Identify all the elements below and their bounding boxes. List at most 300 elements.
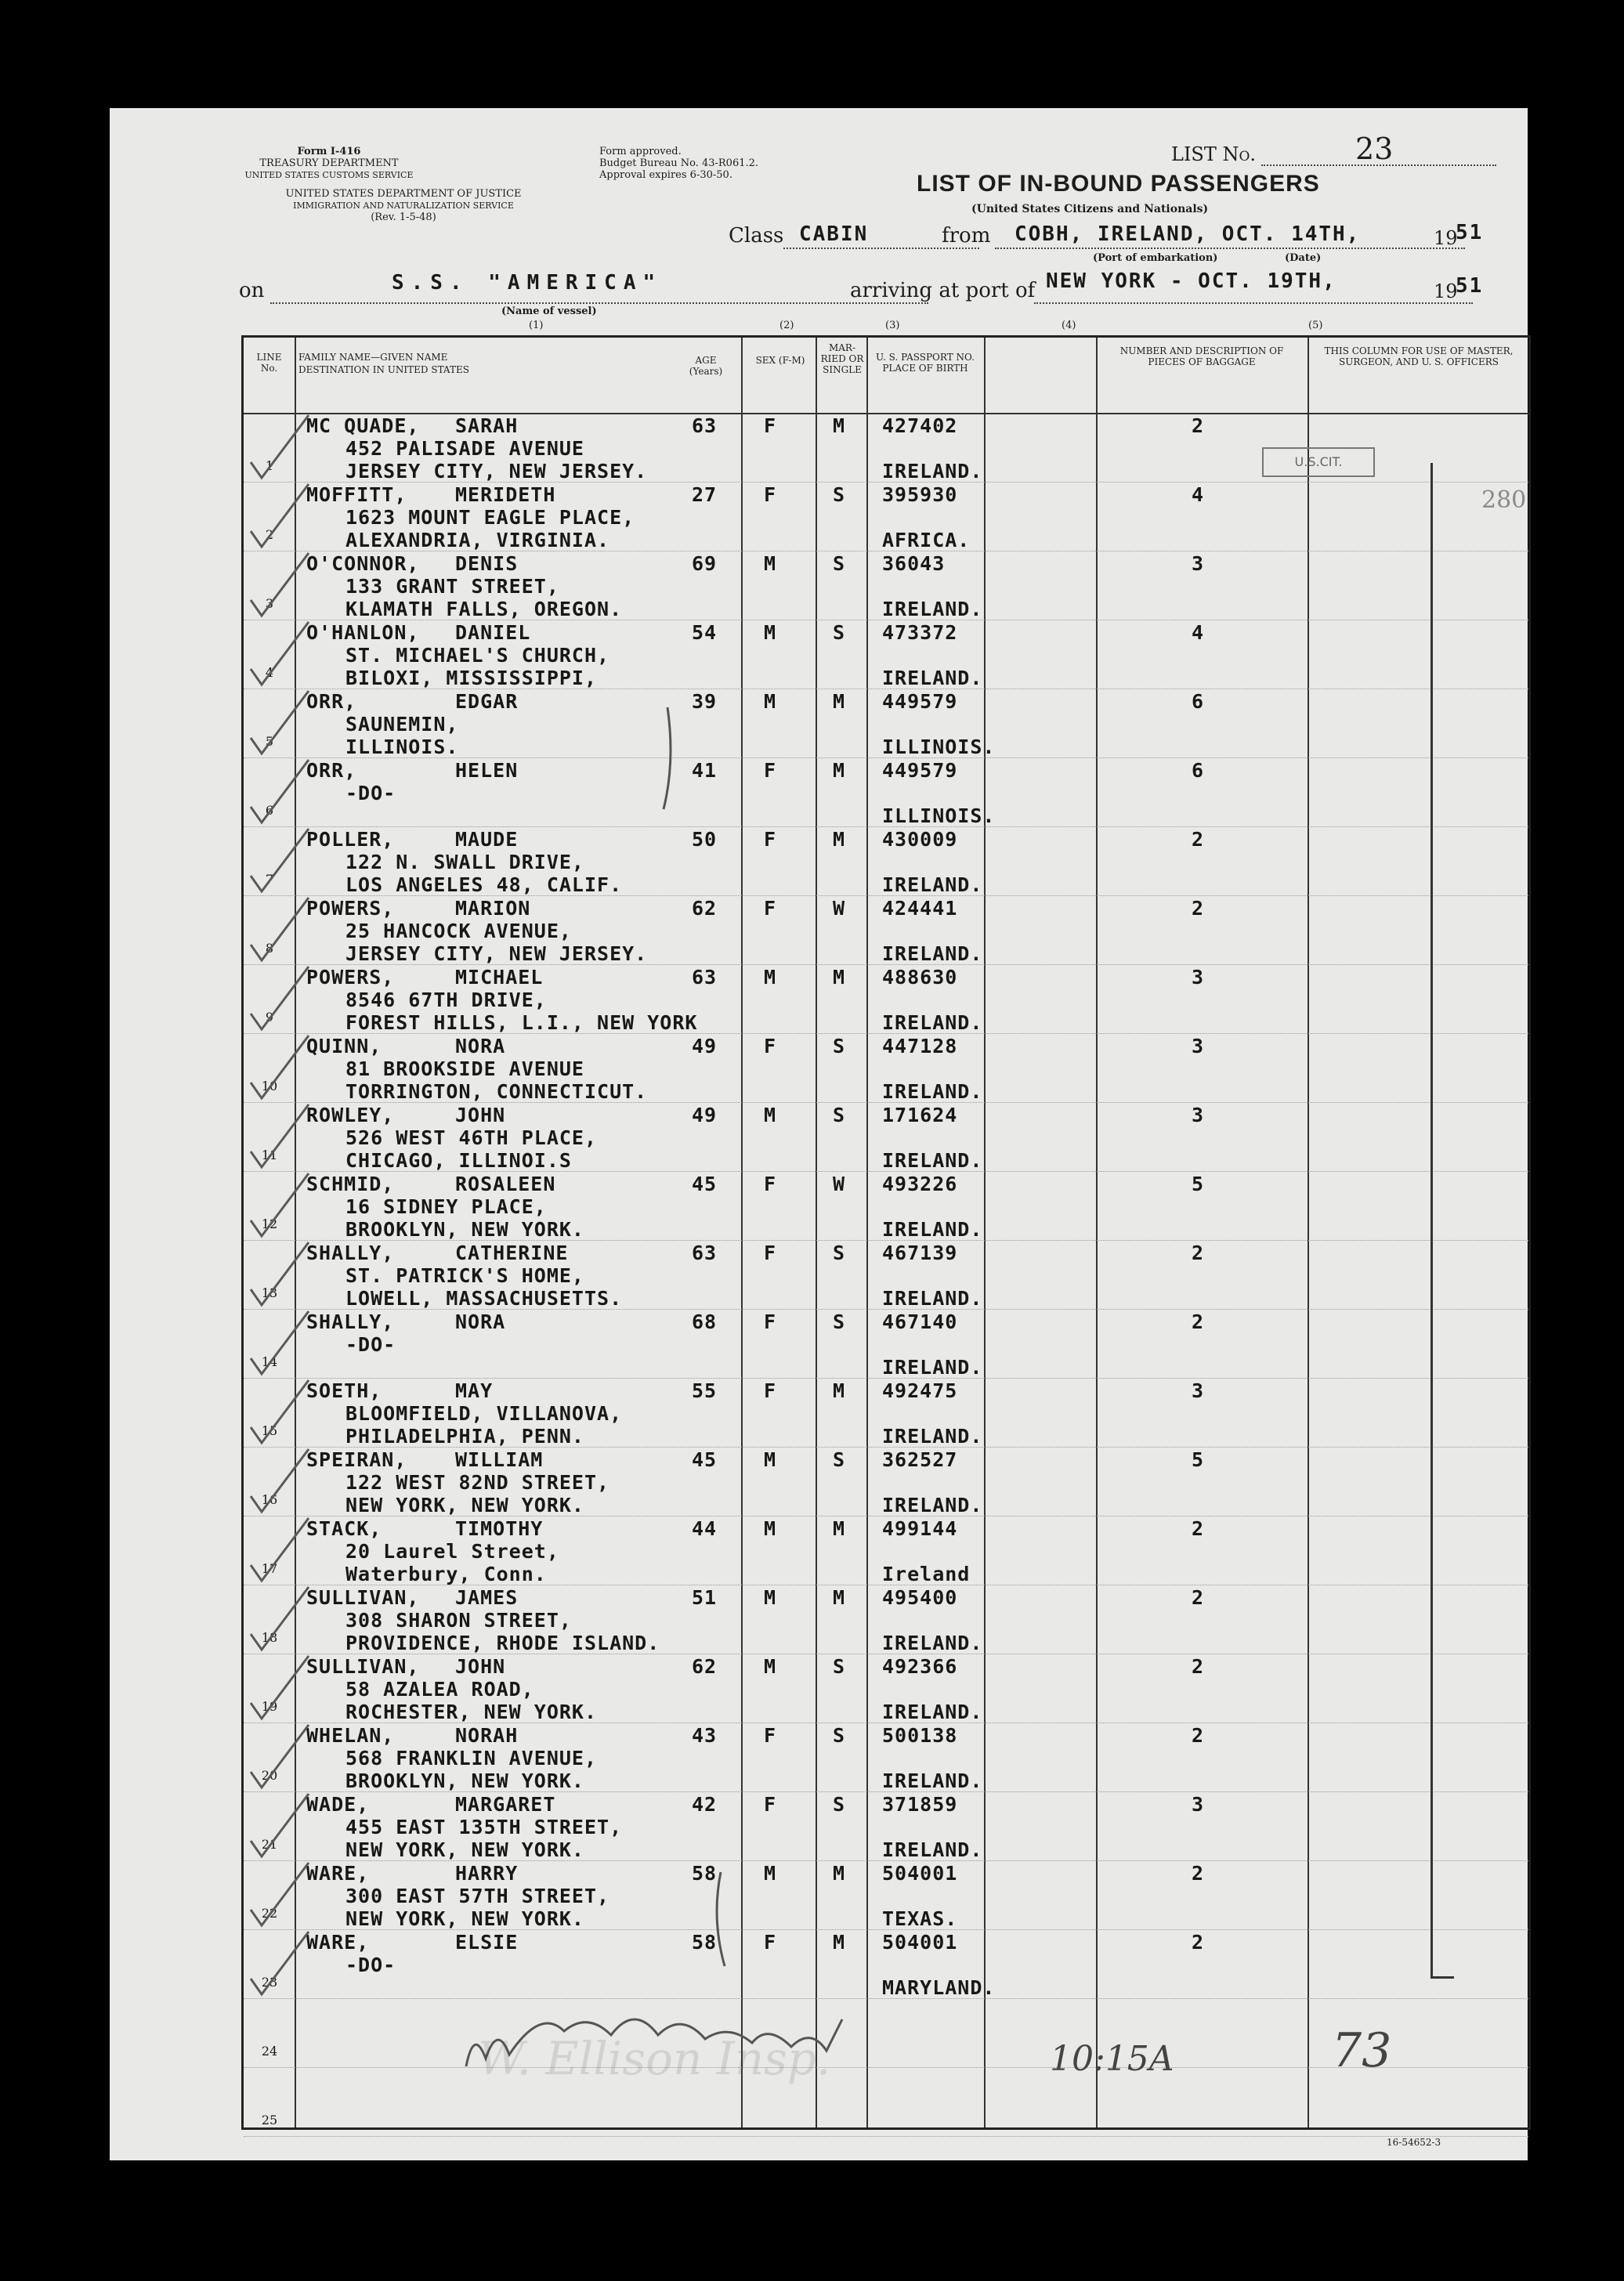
initials: 73 xyxy=(1332,2023,1392,2078)
line-number: 3 xyxy=(265,596,274,611)
passenger-age: 62 xyxy=(692,897,718,920)
place-of-birth: Ireland xyxy=(882,1563,971,1585)
line-number: 13 xyxy=(261,1285,278,1300)
passport-number: 449579 xyxy=(882,690,958,713)
passenger-age: 39 xyxy=(692,690,718,713)
passenger-given-name: NORA xyxy=(455,1035,506,1057)
baggage-count: 2 xyxy=(1192,1931,1205,1954)
destination-line-2: ROCHESTER, NEW YORK. xyxy=(345,1701,598,1723)
passenger-given-name: WILLIAM xyxy=(455,1448,544,1471)
manifest-page xyxy=(110,108,1528,2160)
vessel-line xyxy=(270,302,928,304)
destination-line-2: CHICAGO, ILLINOI.S xyxy=(345,1149,572,1172)
line-number: 2 xyxy=(265,527,274,542)
passenger-marital-status: S xyxy=(833,552,846,575)
destination-line-1: ST. PATRICK'S HOME, xyxy=(345,1264,584,1287)
passenger-surname: SULLIVAN, xyxy=(306,1586,420,1609)
passenger-sex: F xyxy=(764,1310,777,1333)
passenger-marital-status: M xyxy=(833,966,846,989)
passenger-age: 55 xyxy=(692,1379,718,1402)
line-number: 17 xyxy=(261,1561,278,1576)
destination-line-1: 568 FRANKLIN AVENUE, xyxy=(345,1747,598,1769)
passenger-surname: POWERS, xyxy=(306,897,395,920)
line-number: 23 xyxy=(261,1975,278,1990)
line-number: 6 xyxy=(265,803,274,818)
passenger-sex: M xyxy=(764,621,777,644)
destination-line-2: PHILADELPHIA, PENN. xyxy=(345,1425,584,1448)
passenger-marital-status: M xyxy=(833,1586,846,1609)
year-prefix-1: 19 xyxy=(1434,227,1458,249)
destination-line-1: -DO- xyxy=(345,1333,396,1356)
passenger-surname: WARE, xyxy=(306,1862,370,1885)
passenger-given-name: DENIS xyxy=(455,552,519,575)
passenger-given-name: HARRY xyxy=(455,1862,519,1885)
passenger-table xyxy=(241,335,1531,2130)
destination-line-2: NEW YORK, NEW YORK. xyxy=(345,1494,584,1516)
passenger-given-name: DANIEL xyxy=(455,621,531,644)
col-num-5: (5) xyxy=(1308,320,1323,331)
passenger-surname: QUINN, xyxy=(306,1035,382,1057)
col-sex: SEX (F-M) xyxy=(755,355,805,366)
place-of-birth: IRELAND. xyxy=(882,460,983,483)
baggage-count: 3 xyxy=(1192,552,1205,575)
passenger-given-name: JAMES xyxy=(455,1586,519,1609)
passport-number: 430009 xyxy=(882,828,958,851)
destination-line-2: TORRINGTON, CONNECTICUT. xyxy=(345,1080,648,1103)
passenger-surname: SPEIRAN, xyxy=(306,1448,407,1471)
baggage-count: 2 xyxy=(1192,1517,1205,1540)
col-num-4: (4) xyxy=(1062,320,1076,331)
passenger-sex: M xyxy=(764,1104,777,1126)
baggage-count: 3 xyxy=(1192,1379,1205,1402)
passenger-given-name: SARAH xyxy=(455,414,519,437)
passenger-given-name: TIMOTHY xyxy=(455,1517,544,1540)
passport-number: 467140 xyxy=(882,1310,958,1333)
passenger-given-name: MERIDETH xyxy=(455,483,556,506)
passport-number: 467139 xyxy=(882,1242,958,1264)
table-row xyxy=(244,828,1528,897)
line-number: 21 xyxy=(261,1837,278,1852)
destination-line-2: JERSEY CITY, NEW JERSEY. xyxy=(345,942,648,965)
passport-number: 504001 xyxy=(882,1862,958,1885)
passenger-age: 68 xyxy=(692,1310,718,1333)
destination-line-2: ILLINOIS. xyxy=(345,736,459,758)
baggage-count: 3 xyxy=(1192,966,1205,989)
col-destination: DESTINATION IN UNITED STATES xyxy=(298,364,469,375)
passenger-marital-status: S xyxy=(833,483,846,506)
passenger-sex: M xyxy=(764,552,777,575)
class-label: Class xyxy=(729,224,784,248)
passenger-surname: SHALLY, xyxy=(306,1310,395,1333)
destination-line-1: 20 Laurel Street, xyxy=(345,1540,559,1563)
document-title: LIST OF IN-BOUND PASSENGERS xyxy=(917,171,1320,197)
line-number: 8 xyxy=(265,941,274,956)
destination-line-2: NEW YORK, NEW YORK. xyxy=(345,1838,584,1861)
passenger-sex: M xyxy=(764,690,777,713)
embarkation-value: COBH, IRELAND, OCT. 14TH, xyxy=(1015,222,1361,246)
place-of-birth: ILLINOIS. xyxy=(882,736,996,758)
passenger-marital-status: M xyxy=(833,1862,846,1885)
line-number: 18 xyxy=(261,1630,278,1645)
passenger-surname: ORR, xyxy=(306,690,357,713)
passenger-sex: M xyxy=(764,1586,777,1609)
passenger-marital-status: S xyxy=(833,1310,846,1333)
arrival-line xyxy=(1034,302,1473,304)
destination-line-1: 455 EAST 135TH STREET, xyxy=(345,1816,623,1838)
passenger-sex: F xyxy=(764,1242,777,1264)
treasury-department: TREASURY DEPARTMENT xyxy=(259,157,399,169)
table-row xyxy=(244,1104,1528,1173)
passenger-marital-status: S xyxy=(833,1242,846,1264)
baggage-count: 5 xyxy=(1192,1448,1205,1471)
destination-line-1: 122 N. SWALL DRIVE, xyxy=(345,851,584,873)
passenger-age: 44 xyxy=(692,1517,718,1540)
passenger-marital-status: S xyxy=(833,1724,846,1747)
form-meta xyxy=(212,146,447,181)
passenger-sex: F xyxy=(764,414,777,437)
stamp-number: 280 xyxy=(1481,486,1527,514)
table-row xyxy=(244,483,1528,552)
table-row xyxy=(244,552,1528,621)
line-number: 25 xyxy=(261,2113,278,2127)
baggage-count: 2 xyxy=(1192,897,1205,920)
line-number: 5 xyxy=(265,734,274,749)
form-number: Form I-416 xyxy=(297,146,361,157)
baggage-count: 4 xyxy=(1192,483,1205,506)
line-number: 14 xyxy=(261,1354,278,1369)
passenger-marital-status: S xyxy=(833,1655,846,1678)
passenger-surname: SHALLY, xyxy=(306,1242,395,1264)
passenger-surname: O'CONNOR, xyxy=(306,552,420,575)
table-row xyxy=(244,1586,1528,1655)
passenger-surname: WHELAN, xyxy=(306,1724,395,1747)
destination-line-1: 133 GRANT STREET, xyxy=(345,575,559,598)
arriving-label: arriving at port of xyxy=(850,279,1036,302)
table-row xyxy=(244,759,1528,828)
place-of-birth: IRELAND. xyxy=(882,1632,983,1654)
passenger-age: 45 xyxy=(692,1173,718,1195)
baggage-count: 2 xyxy=(1192,1310,1205,1333)
passenger-marital-status: M xyxy=(833,1379,846,1402)
list-number-label: LIST No. xyxy=(1171,143,1257,165)
destination-line-1: -DO- xyxy=(345,782,396,804)
passenger-sex: F xyxy=(764,1793,777,1816)
passenger-age: 27 xyxy=(692,483,718,506)
document-subtitle: (United States Citizens and Nationals) xyxy=(971,203,1209,215)
destination-line-2: LOS ANGELES 48, CALIF. xyxy=(345,873,623,896)
place-of-birth: IRELAND. xyxy=(882,942,983,965)
passenger-surname: WARE, xyxy=(306,1931,370,1954)
col-married: MAR-RIED OR SINGLE xyxy=(820,342,864,375)
col-num-1: (1) xyxy=(529,320,544,331)
passenger-surname: O'HANLON, xyxy=(306,621,420,644)
destination-line-1: BLOOMFIELD, VILLANOVA, xyxy=(345,1402,623,1425)
line-number: 16 xyxy=(261,1492,278,1507)
passenger-sex: M xyxy=(764,1517,777,1540)
year-prefix-2: 19 xyxy=(1434,280,1458,302)
line-number: 4 xyxy=(265,665,274,680)
destination-line-2: ALEXANDRIA, VIRGINIA. xyxy=(345,529,610,551)
passenger-marital-status: M xyxy=(833,1517,846,1540)
passenger-surname: POWERS, xyxy=(306,966,395,989)
vessel-name: S.S. "AMERICA" xyxy=(392,271,663,295)
destination-line-1: 452 PALISADE AVENUE xyxy=(345,437,584,460)
officer-bracket-line xyxy=(1430,463,1433,1979)
approval-line-1: Form approved. xyxy=(599,146,682,157)
destination-line-2: BROOKLYN, NEW YORK. xyxy=(345,1218,584,1241)
table-row xyxy=(244,1448,1528,1517)
passenger-given-name: EDGAR xyxy=(455,690,519,713)
place-of-birth: IRELAND. xyxy=(882,1149,983,1172)
passenger-given-name: ELSIE xyxy=(455,1931,519,1954)
col-age: AGE (Years) xyxy=(689,355,723,377)
table-row xyxy=(244,1793,1528,1862)
passenger-surname: STACK, xyxy=(306,1517,382,1540)
passenger-sex: M xyxy=(764,1862,777,1885)
passport-number: 171624 xyxy=(882,1104,958,1126)
passenger-marital-status: S xyxy=(833,1793,846,1816)
line-number: 22 xyxy=(261,1906,278,1921)
passport-number: 492366 xyxy=(882,1655,958,1678)
table-row xyxy=(244,966,1528,1035)
table-row xyxy=(244,897,1528,966)
passport-number: 488630 xyxy=(882,966,958,989)
place-of-birth: IRELAND. xyxy=(882,1218,983,1241)
line-number: 12 xyxy=(261,1216,278,1231)
destination-line-1: 25 HANCOCK AVENUE, xyxy=(345,920,572,942)
passport-number: 473372 xyxy=(882,621,958,644)
passenger-sex: F xyxy=(764,897,777,920)
officer-bracket-end xyxy=(1430,1976,1454,1979)
passenger-surname: SOETH, xyxy=(306,1379,382,1402)
passenger-age: 62 xyxy=(692,1655,718,1678)
passenger-surname: MOFFITT, xyxy=(306,483,407,506)
destination-line-1: -DO- xyxy=(345,1954,396,1976)
passenger-sex: F xyxy=(764,1379,777,1402)
passport-number: 495400 xyxy=(882,1586,958,1609)
passenger-marital-status: M xyxy=(833,1931,846,1954)
arrival-value: NEW YORK - OCT. 19TH, xyxy=(1046,269,1336,293)
passenger-given-name: MAUDE xyxy=(455,828,519,851)
place-of-birth: IRELAND. xyxy=(882,1425,983,1448)
place-of-birth: IRELAND. xyxy=(882,1494,983,1516)
place-of-birth: ILLINOIS. xyxy=(882,804,996,827)
passport-number: 362527 xyxy=(882,1448,958,1471)
destination-line-1: 16 SIDNEY PLACE, xyxy=(345,1195,547,1218)
approval-block xyxy=(599,146,803,181)
destination-line-1: 8546 67TH DRIVE, xyxy=(345,989,547,1011)
baggage-count: 2 xyxy=(1192,1586,1205,1609)
passport-number: 499144 xyxy=(882,1517,958,1540)
vessel-caption: (Name of vessel) xyxy=(501,305,597,317)
embarkation-caption: (Port of embarkation) xyxy=(1093,252,1218,264)
passenger-sex: F xyxy=(764,759,777,782)
baggage-count: 3 xyxy=(1192,1035,1205,1057)
from-line xyxy=(995,248,1465,249)
place-of-birth: TEXAS. xyxy=(882,1907,958,1930)
baggage-count: 2 xyxy=(1192,1724,1205,1747)
table-row xyxy=(244,690,1528,759)
passport-number: 500138 xyxy=(882,1724,958,1747)
place-of-birth: IRELAND. xyxy=(882,1769,983,1792)
passenger-sex: F xyxy=(764,483,777,506)
line-number: 10 xyxy=(261,1079,278,1094)
passenger-given-name: MARGARET xyxy=(455,1793,556,1816)
passenger-sex: M xyxy=(764,1448,777,1471)
passenger-given-name: JOHN xyxy=(455,1104,506,1126)
baggage-count: 2 xyxy=(1192,414,1205,437)
passenger-sex: M xyxy=(764,966,777,989)
revision: (Rev. 1-5-48) xyxy=(371,211,436,223)
from-label: from xyxy=(942,224,991,248)
passenger-given-name: MICHAEL xyxy=(455,966,544,989)
passenger-surname: ROWLEY, xyxy=(306,1104,395,1126)
place-of-birth: IRELAND. xyxy=(882,1356,983,1379)
destination-line-1: 308 SHARON STREET, xyxy=(345,1609,572,1632)
customs-service: UNITED STATES CUSTOMS SERVICE xyxy=(244,170,414,180)
passenger-marital-status: M xyxy=(833,759,846,782)
passenger-surname: ORR, xyxy=(306,759,357,782)
justice-block xyxy=(239,188,568,223)
table-row xyxy=(244,1035,1528,1104)
passenger-age: 41 xyxy=(692,759,718,782)
passenger-marital-status: M xyxy=(833,414,846,437)
passenger-given-name: NORAH xyxy=(455,1724,519,1747)
ins-service: IMMIGRATION AND NATURALIZATION SERVICE xyxy=(293,201,514,211)
line-number: 20 xyxy=(261,1768,278,1783)
col-baggage: NUMBER AND DESCRIPTION OF PIECES OF BAGGAGE xyxy=(1119,345,1284,367)
passenger-marital-status: M xyxy=(833,690,846,713)
passenger-age: 63 xyxy=(692,414,718,437)
destination-line-2: Waterbury, Conn. xyxy=(345,1563,547,1585)
destination-line-1: 58 AZALEA ROAD, xyxy=(345,1678,534,1701)
passenger-marital-status: S xyxy=(833,1104,846,1126)
col-num-2: (2) xyxy=(779,320,794,331)
passport-number: 492475 xyxy=(882,1379,958,1402)
passport-number: 424441 xyxy=(882,897,958,920)
class-value: CABIN xyxy=(799,222,869,246)
citizen-stamp: U.S.CIT. xyxy=(1262,447,1375,477)
footer-code: 16-54652-3 xyxy=(1387,2137,1441,2148)
line-number: 1 xyxy=(265,458,274,473)
passenger-age: 69 xyxy=(692,552,718,575)
passport-number: 427402 xyxy=(882,414,958,437)
year-1: 51 xyxy=(1456,221,1484,244)
passenger-given-name: HELEN xyxy=(455,759,519,782)
passenger-age: 58 xyxy=(692,1931,718,1954)
line-number: 9 xyxy=(265,1010,274,1025)
baggage-count: 4 xyxy=(1192,621,1205,644)
passenger-sex: F xyxy=(764,828,777,851)
destination-line-1: 300 EAST 57TH STREET, xyxy=(345,1885,610,1907)
baggage-count: 3 xyxy=(1192,1104,1205,1126)
passenger-given-name: CATHERINE xyxy=(455,1242,569,1264)
table-row xyxy=(244,1862,1528,1931)
passenger-sex: F xyxy=(764,1173,777,1195)
table-row xyxy=(244,1724,1528,1793)
passenger-sex: F xyxy=(764,1724,777,1747)
baggage-count: 6 xyxy=(1192,759,1205,782)
baggage-count: 3 xyxy=(1192,1793,1205,1816)
passenger-age: 63 xyxy=(692,966,718,989)
destination-line-1: 81 BROOKSIDE AVENUE xyxy=(345,1057,584,1080)
time-note: 10:15A xyxy=(1050,2039,1174,2079)
passenger-age: 42 xyxy=(692,1793,718,1816)
passenger-age: 43 xyxy=(692,1724,718,1747)
baggage-count: 2 xyxy=(1192,1242,1205,1264)
passenger-age: 49 xyxy=(692,1035,718,1057)
passenger-sex: F xyxy=(764,1931,777,1954)
passenger-sex: F xyxy=(764,1035,777,1057)
baggage-count: 2 xyxy=(1192,828,1205,851)
place-of-birth: IRELAND. xyxy=(882,1011,983,1034)
year-2: 51 xyxy=(1456,274,1484,298)
passenger-given-name: NORA xyxy=(455,1310,506,1333)
place-of-birth: IRELAND. xyxy=(882,1838,983,1861)
passenger-given-name: MAY xyxy=(455,1379,494,1402)
destination-line-1: SAUNEMIN, xyxy=(345,713,459,736)
passenger-surname: WADE, xyxy=(306,1793,370,1816)
list-number: 23 xyxy=(1355,132,1394,166)
place-of-birth: IRELAND. xyxy=(882,598,983,620)
passenger-marital-status: W xyxy=(833,897,846,920)
date-caption: (Date) xyxy=(1285,252,1322,264)
passenger-age: 45 xyxy=(692,1448,718,1471)
table-row xyxy=(244,1655,1528,1724)
passenger-age: 51 xyxy=(692,1586,718,1609)
passport-number: 447128 xyxy=(882,1035,958,1057)
passport-number: 371859 xyxy=(882,1793,958,1816)
table-row xyxy=(244,1517,1528,1586)
destination-line-1: 526 WEST 46TH PLACE, xyxy=(345,1126,598,1149)
line-number: 11 xyxy=(261,1148,278,1162)
table-row xyxy=(244,1310,1528,1379)
class-line xyxy=(783,248,979,249)
destination-line-1: 122 WEST 82ND STREET, xyxy=(345,1471,610,1494)
row-divider xyxy=(244,2136,1528,2137)
passenger-marital-status: W xyxy=(833,1173,846,1195)
table-row xyxy=(244,1173,1528,1242)
col-line-no: LINE No. xyxy=(256,352,282,374)
table-row xyxy=(244,1242,1528,1310)
baggage-count: 2 xyxy=(1192,1862,1205,1885)
passenger-given-name: ROSALEEN xyxy=(455,1173,556,1195)
passenger-age: 63 xyxy=(692,1242,718,1264)
row-divider xyxy=(244,2067,1528,2068)
destination-line-2: NEW YORK, NEW YORK. xyxy=(345,1907,584,1930)
passenger-age: 50 xyxy=(692,828,718,851)
destination-line-2: BILOXI, MISSISSIPPI, xyxy=(345,667,598,689)
passenger-age: 54 xyxy=(692,621,718,644)
place-of-birth: IRELAND. xyxy=(882,1701,983,1723)
line-number: 7 xyxy=(265,872,274,887)
col-passport: U. S. PASSPORT NO. PLACE OF BIRTH xyxy=(876,352,975,374)
destination-line-2: JERSEY CITY, NEW JERSEY. xyxy=(345,460,648,483)
col-officers: THIS COLUMN FOR USE OF MASTER, SURGEON, AND U. S. OFFICERS xyxy=(1324,345,1514,367)
passenger-sex: M xyxy=(764,1655,777,1678)
destination-line-2: FOREST HILLS, L.I., NEW YORK xyxy=(345,1011,698,1034)
destination-line-2: BROOKLYN, NEW YORK. xyxy=(345,1769,584,1792)
passport-number: 504001 xyxy=(882,1931,958,1954)
justice-department: UNITED STATES DEPARTMENT OF JUSTICE xyxy=(285,188,522,200)
approval-line-2: Budget Bureau No. 43-R061.2. xyxy=(599,157,759,169)
approval-line-3: Approval expires 6-30-50. xyxy=(599,169,732,181)
passenger-age: 58 xyxy=(692,1862,718,1885)
passenger-given-name: JOHN xyxy=(455,1655,506,1678)
passenger-given-name: MARION xyxy=(455,897,531,920)
passenger-surname: SULLIVAN, xyxy=(306,1655,420,1678)
line-number: 19 xyxy=(261,1699,278,1714)
